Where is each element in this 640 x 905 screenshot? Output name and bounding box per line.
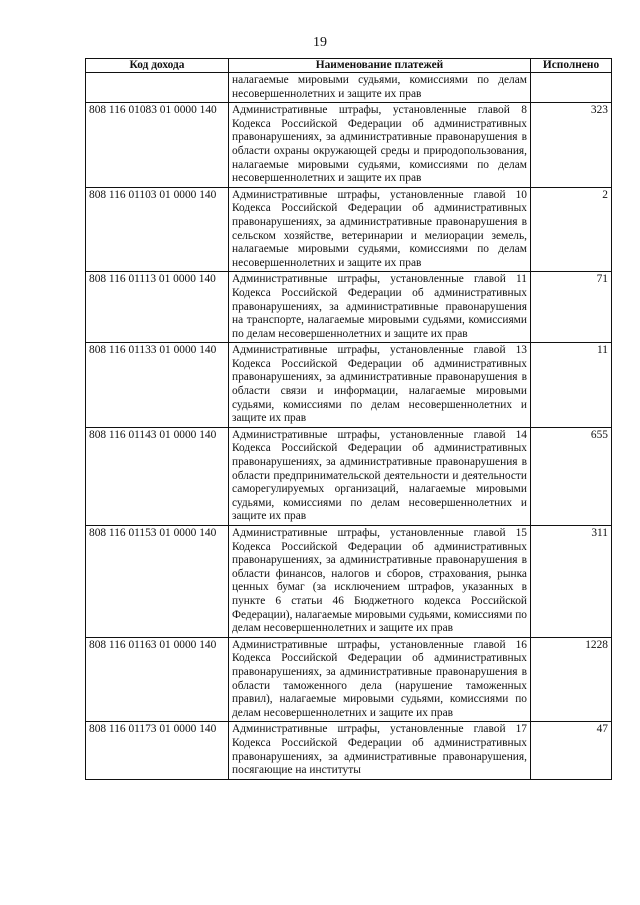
table-header-row: [86, 59, 612, 73]
executed-amount: 71: [531, 272, 612, 343]
executed-amount: 47: [531, 722, 612, 779]
column-header-name: Наименование платежей: [229, 59, 531, 73]
table-row: [86, 73, 612, 103]
payment-name: Административные штрафы, установленные главой 15 Кодекса Российской Федерации об административных правонарушениях, за административные правонарушения в области финансов, налогов и сборов, страхования, рынка ценных бумаг (за исключением штрафов, указанных в пункте 6 статьи 46 Бюджетного кодекса Российской Федерации), налагаемые мировыми судьями, комиссиями по делам несовершеннолетних и защите их прав: [229, 526, 531, 638]
executed-amount: 11: [531, 343, 612, 428]
table-row: [86, 427, 612, 525]
revenue-code: 808 116 01113 01 0000 140: [86, 272, 229, 343]
table-row: [86, 272, 612, 343]
table-row: [86, 722, 612, 779]
column-header-amount: Исполнено: [531, 59, 612, 73]
payment-name: Административные штрафы, установленные главой 11 Кодекса Российской Федерации об административных правонарушениях, за административные правонарушения на транспорте, налагаемые мировыми судьями, комиссиями по делам несовершеннолетних и защите их прав: [229, 272, 531, 343]
revenue-code: 808 116 01143 01 0000 140: [86, 427, 229, 525]
payment-name: Административные штрафы, установленные главой 13 Кодекса Российской Федерации об административных правонарушениях, за административные правонарушения в области связи и информации, налагаемые мировыми судьями, комиссиями по делам несовершеннолетних и защите их прав: [229, 343, 531, 428]
revenue-code: 808 116 01163 01 0000 140: [86, 637, 229, 722]
table-row: [86, 343, 612, 428]
revenue-code: 808 116 01103 01 0000 140: [86, 187, 229, 272]
executed-amount: 311: [531, 526, 612, 638]
payment-name: Административные штрафы, установленные главой 10 Кодекса Российской Федерации об административных правонарушениях, за административные правонарушения в сельском хозяйстве, ветеринарии и мелиорации земель, налагаемые мировыми судьями, комиссиями по делам несовершеннолетних и защите их прав: [229, 187, 531, 272]
executed-amount: [531, 73, 612, 103]
table-row: [86, 526, 612, 638]
executed-amount: 1228: [531, 637, 612, 722]
payment-name: Административные штрафы, установленные главой 8 Кодекса Российской Федерации об административных правонарушениях, за административные правонарушения в области охраны окружающей среды и природопользования, налагаемые мировыми судьями, комиссиями по делам несовершеннолетних и защите их прав: [229, 103, 531, 188]
revenue-code: 808 116 01133 01 0000 140: [86, 343, 229, 428]
revenue-code: 808 116 01083 01 0000 140: [86, 103, 229, 188]
payment-name: Административные штрафы, установленные главой 17 Кодекса Российской Федерации об административных правонарушениях, за административные правонарушения, посягающие на институты: [229, 722, 531, 779]
payment-name: налагаемые мировыми судьями, комиссиями по делам несовершеннолетних и защите их прав: [229, 73, 531, 103]
executed-amount: 323: [531, 103, 612, 188]
payment-name: Административные штрафы, установленные главой 16 Кодекса Российской Федерации об административных правонарушениях, за административные правонарушения в области таможенного дела (нарушение таможенных правил), налагаемые мировыми судьями, комиссиями по делам несовершеннолетних и защите их прав: [229, 637, 531, 722]
executed-amount: 2: [531, 187, 612, 272]
revenue-code: [86, 73, 229, 103]
revenue-table: [85, 58, 612, 780]
payment-name: Административные штрафы, установленные главой 14 Кодекса Российской Федерации об административных правонарушениях, за административные правонарушения в области предпринимательской деятельности и деятельности саморегулируемых организаций, налагаемые мировыми судьями, комиссиями по делам несовершеннолетних и защите их прав: [229, 427, 531, 525]
table-row: [86, 637, 612, 722]
revenue-code: 808 116 01173 01 0000 140: [86, 722, 229, 779]
page-number: 19: [313, 35, 327, 50]
table-row: [86, 103, 612, 188]
table-row: [86, 187, 612, 272]
revenue-code: 808 116 01153 01 0000 140: [86, 526, 229, 638]
executed-amount: 655: [531, 427, 612, 525]
column-header-code: Код дохода: [86, 59, 229, 73]
